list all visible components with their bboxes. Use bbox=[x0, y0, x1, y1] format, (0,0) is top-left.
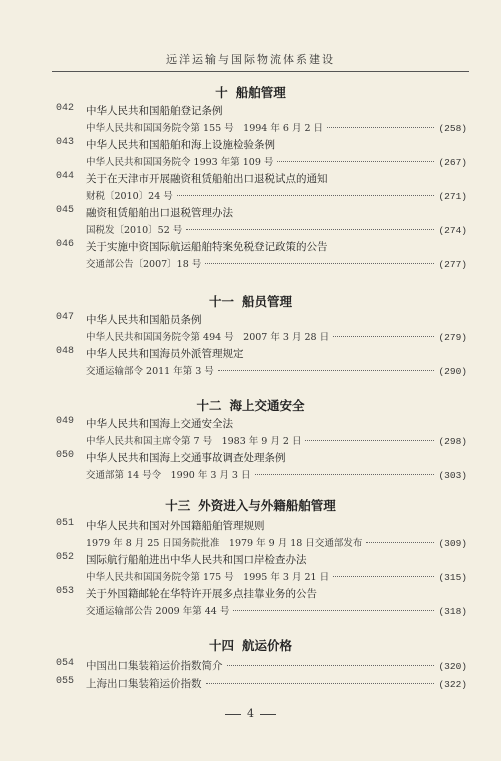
entry-source-line bbox=[86, 569, 467, 583]
entry-page-ref: (309) bbox=[438, 538, 467, 549]
dot-leader bbox=[366, 542, 434, 543]
page-number-dash-left bbox=[225, 714, 241, 715]
entry-title-link[interactable]: 中国出口集装箱运价指数简介 bbox=[86, 660, 223, 672]
page-number-dash-right bbox=[260, 714, 276, 715]
section-title: 外资进入与外籍船舶管理 bbox=[198, 498, 336, 513]
entry-source-line bbox=[86, 154, 467, 168]
entry-source-line bbox=[86, 603, 467, 617]
section-number: 十四 bbox=[208, 638, 234, 653]
dot-leader bbox=[218, 370, 435, 371]
entry-number: 046 bbox=[56, 239, 75, 250]
entry-source: 财税〔2010〕24 号 bbox=[86, 191, 173, 202]
entry-title-link[interactable]: 中华人民共和国海员外派管理规定 bbox=[86, 348, 244, 360]
entry-page-ref: (298) bbox=[438, 436, 467, 447]
entry-title-link[interactable]: 关于外国籍邮轮在华特许开展多点挂靠业务的公告 bbox=[86, 588, 317, 600]
section-title: 航运价格 bbox=[242, 638, 293, 653]
entry-source: 交通运输部令 2011 年第 3 号 bbox=[86, 366, 214, 377]
page-number bbox=[0, 707, 501, 720]
running-header: 远洋运输与国际物流体系建设 bbox=[166, 53, 335, 66]
entry-source-line bbox=[86, 188, 467, 202]
section-heading bbox=[0, 83, 501, 101]
dot-leader bbox=[277, 161, 434, 162]
entry-source: 中华人民共和国主席令第 7 号 1983 年 9 月 2 日 bbox=[86, 436, 302, 447]
entry-title-link[interactable]: 中华人民共和国船舶和海上设施检验条例 bbox=[86, 139, 275, 151]
section-title: 海上交通安全 bbox=[229, 398, 305, 413]
entry-title-link[interactable]: 中华人民共和国船员条例 bbox=[86, 314, 202, 326]
entry-page-ref: (320) bbox=[438, 661, 467, 672]
dot-leader bbox=[327, 127, 434, 128]
entry-source-line bbox=[86, 120, 467, 134]
entry-source-line bbox=[86, 222, 467, 236]
dot-leader bbox=[227, 665, 435, 666]
section-heading bbox=[0, 396, 501, 414]
dot-leader bbox=[186, 229, 434, 230]
entry-title-link[interactable]: 中华人民共和国海上交通安全法 bbox=[86, 418, 233, 430]
section-number: 十 bbox=[215, 85, 228, 100]
entry-number: 042 bbox=[56, 103, 75, 114]
entry-page-ref: (267) bbox=[438, 157, 467, 168]
page-number-value: 4 bbox=[247, 707, 254, 720]
entry-number: 045 bbox=[56, 205, 75, 216]
section-title: 船舶管理 bbox=[235, 85, 286, 100]
entry-title-link[interactable]: 上海出口集装箱运价指数 bbox=[86, 678, 202, 690]
entry-page-ref: (290) bbox=[438, 366, 467, 377]
entry-title-link[interactable]: 中华人民共和国海上交通事故调查处理条例 bbox=[86, 452, 286, 464]
entry-page-ref: (271) bbox=[438, 191, 467, 202]
dot-leader bbox=[333, 336, 434, 337]
entry-page-ref: (274) bbox=[438, 225, 467, 236]
entry-title-link[interactable]: 融资租赁船舶出口退税管理办法 bbox=[86, 207, 233, 219]
entry-number: 043 bbox=[56, 137, 75, 148]
entry-number: 054 bbox=[56, 658, 75, 669]
entry-source: 中华人民共和国国务院令 1993 年第 109 号 bbox=[86, 157, 274, 168]
entry-source-line bbox=[86, 467, 467, 481]
dot-leader bbox=[255, 474, 435, 475]
entry-number: 052 bbox=[56, 552, 75, 563]
entry-title-link[interactable]: 中华人民共和国船舶登记条例 bbox=[86, 105, 223, 117]
entry-number: 050 bbox=[56, 450, 75, 461]
entry-page-ref: (279) bbox=[438, 332, 467, 343]
entry-number: 051 bbox=[56, 518, 75, 529]
entry-source: 中华人民共和国国务院令第 175 号 1995 年 3 月 21 日 bbox=[86, 572, 330, 583]
entry-number: 048 bbox=[56, 346, 75, 357]
section-number: 十三 bbox=[165, 498, 191, 513]
dot-leader bbox=[205, 263, 434, 264]
entry-page-ref: (277) bbox=[438, 259, 467, 270]
entry-page-ref: (318) bbox=[438, 606, 467, 617]
entry-page-ref: (303) bbox=[438, 470, 467, 481]
entry-page-ref: (315) bbox=[438, 572, 467, 583]
entry-line bbox=[86, 676, 467, 691]
dot-leader bbox=[233, 610, 434, 611]
header-divider bbox=[52, 71, 469, 72]
entry-source-line bbox=[86, 433, 467, 447]
entry-source-line bbox=[86, 535, 467, 549]
entry-title-link[interactable]: 中华人民共和国对外国籍船舶管理规则 bbox=[86, 520, 265, 532]
dot-leader bbox=[177, 195, 435, 196]
entry-page-ref: (322) bbox=[438, 679, 467, 690]
entry-line bbox=[86, 658, 467, 673]
section-number: 十一 bbox=[208, 294, 234, 309]
entry-number: 047 bbox=[56, 312, 75, 323]
section-heading bbox=[0, 636, 501, 654]
entry-number: 044 bbox=[56, 171, 75, 182]
section-heading bbox=[0, 292, 501, 310]
entry-source-line bbox=[86, 256, 467, 270]
dot-leader bbox=[333, 576, 434, 577]
entry-source-line bbox=[86, 329, 467, 343]
entry-number: 049 bbox=[56, 416, 75, 427]
entry-number: 055 bbox=[56, 676, 75, 687]
section-title: 船员管理 bbox=[242, 294, 293, 309]
entry-title-link[interactable]: 关于在天津市开展融资租赁船舶出口退税试点的通知 bbox=[86, 173, 328, 185]
entry-page-ref: (258) bbox=[438, 123, 467, 134]
dot-leader bbox=[206, 683, 435, 684]
entry-title-link[interactable]: 国际航行船舶进出中华人民共和国口岸检查办法 bbox=[86, 554, 307, 566]
entry-source: 中华人民共和国国务院令第 155 号 1994 年 6 月 2 日 bbox=[86, 123, 324, 134]
entry-number: 053 bbox=[56, 586, 75, 597]
section-number: 十二 bbox=[196, 398, 222, 413]
entry-source: 国税发〔2010〕52 号 bbox=[86, 225, 183, 236]
entry-source: 交通部公告〔2007〕18 号 bbox=[86, 259, 202, 270]
entry-title-link[interactable]: 关于实施中资国际航运船舶特案免税登记政策的公告 bbox=[86, 241, 328, 253]
entry-source-line bbox=[86, 363, 467, 377]
entry-source: 1979 年 8 月 25 日国务院批准 1979 年 9 月 18 日交通部发布 bbox=[86, 538, 363, 549]
entry-source: 交通部第 14 号令 1990 年 3 月 3 日 bbox=[86, 470, 251, 481]
dot-leader bbox=[305, 440, 434, 441]
entry-source: 交通运输部公告 2009 年第 44 号 bbox=[86, 606, 230, 617]
section-heading bbox=[0, 496, 501, 514]
entry-source: 中华人民共和国国务院令第 494 号 2007 年 3 月 28 日 bbox=[86, 332, 330, 343]
